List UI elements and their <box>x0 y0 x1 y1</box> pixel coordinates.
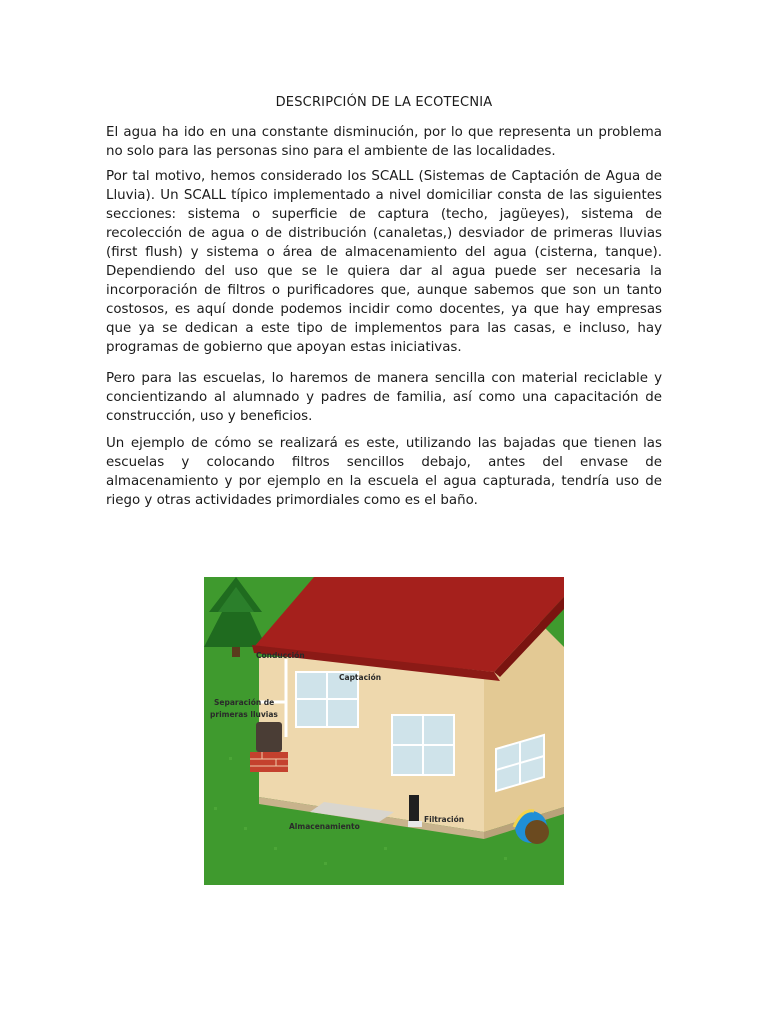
paragraph-intro: El agua ha ido en una constante disminución, por lo que representa un problema no solo para las personas sino para el ambiente de las localidades. <box>106 125 662 159</box>
paragraph-example: Un ejemplo de cómo se realizará es este, utilizando las bajadas que tienen las escuelas y colocando filtros sencillos debajo, antes del envase de almacenamiento y por ejemplo en la escuela el agua capturada, tendría uso de riego y otras actividades primordiales como es el baño. <box>106 436 662 508</box>
window-center <box>392 715 454 775</box>
document-title: DESCRIPCIÓN DE LA ECOTECNIA <box>275 95 493 110</box>
rainwater-harvesting-illustration <box>204 577 564 885</box>
label-separacion-line1: Separación de <box>214 698 275 707</box>
paragraph-schools: Pero para las escuelas, lo haremos de manera sencilla con material reciclable y concientizando al alumnado y padres de familia, así como una capacitación de construcción, uso y beneficios. <box>106 371 662 424</box>
label-separacion-line2: primeras lluvias <box>210 710 278 719</box>
label-captacion: Captación <box>339 673 382 682</box>
label-conduccion: Conducción <box>256 651 305 660</box>
paragraph-scall: Por tal motivo, hemos considerado los SCALL (Sistemas de Captación de Agua de Lluvia). Un SCALL típico implementado a nivel domiciliar consta de las siguientes secciones: sistema o superficie de captura (techo, jagüeyes), sistema de recolección de agua o de distribución (canaletas,) desviador de primeras lluvias (first flush) y sistema o área de almacenamiento del agua (cisterna, tanque). Dependiendo del uso que se le quiera dar al agua puede ser necesaria la incorporación de filtros o purificadores que, aunque sabemos que son un tanto costosos, es aquí donde podemos incidir como docentes, ya que hay empresas que ya se dedican a este tipo de implementos para las casas, e incluso, hay programas de gobierno que apoyan estas iniciativas. <box>106 169 662 355</box>
label-almacenamiento: Almacenamiento <box>289 822 360 831</box>
label-filtracion: Filtración <box>424 815 465 824</box>
